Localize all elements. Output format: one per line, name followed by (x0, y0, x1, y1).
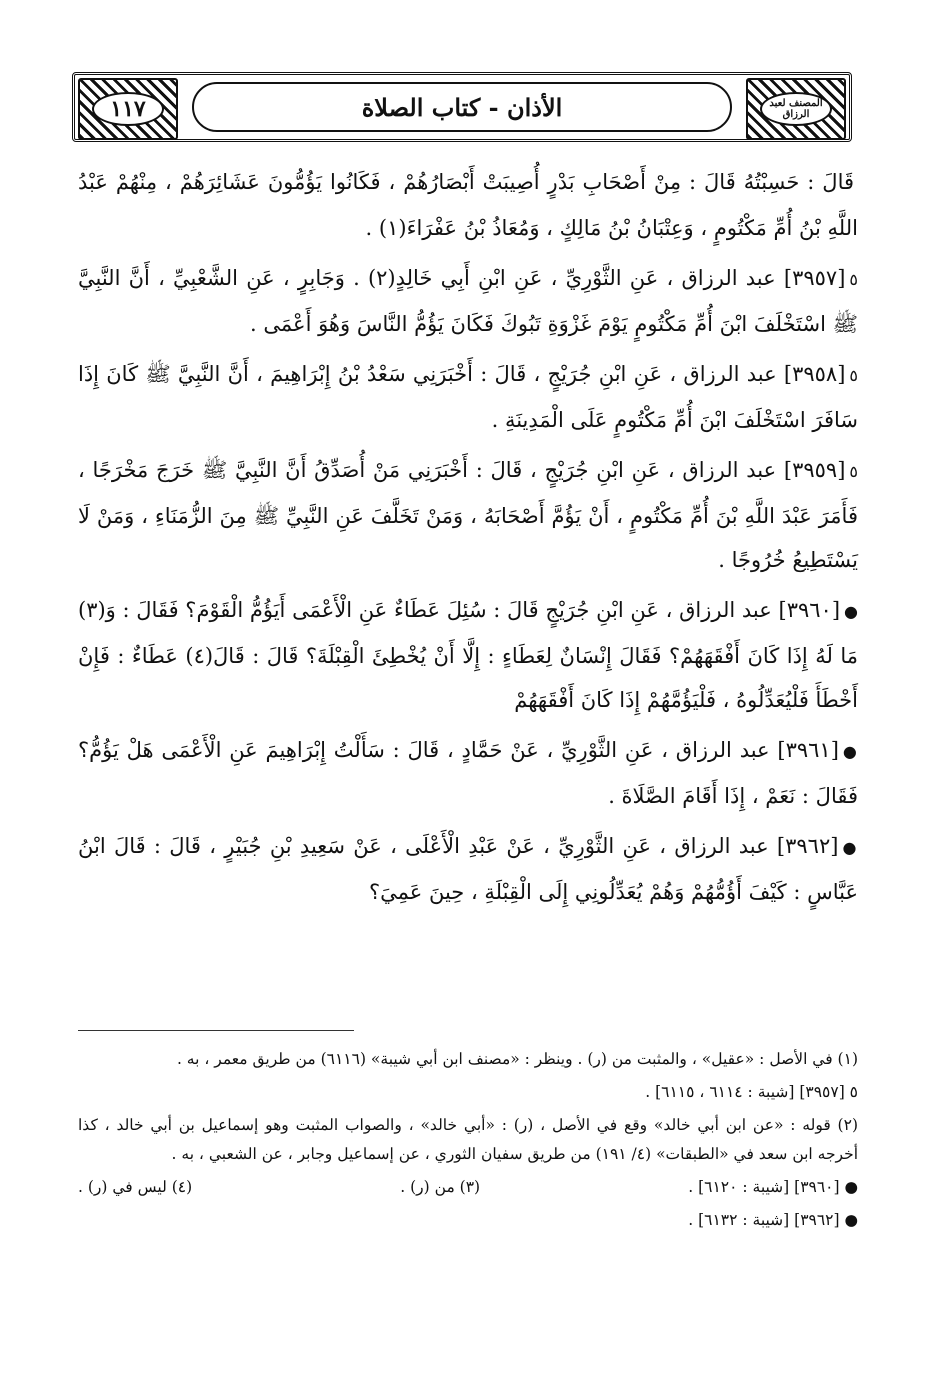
paragraph-text: [٣٩٦٠] عبد الرزاق ، عَنِ ابْنِ جُرَيْجٍ قَالَ : سُئِلَ عَطَاءٌ عَنِ الْأَعْمَى أَيَؤُمُّ الْقَوْمَ؟ فَقَالَ : وَ(٣) مَا لَهُ إِذَا كَانَ أَفْقَهَهُمْ؟ فَقَالَ إِنْسَانٌ لِعَطَاءٍ : إِلَّا أَنْ يُخْطِئَ الْقِبْلَةَ؟ قَالَ : قَالَ(٤) عَطَاءٌ : فَإِنْ أَخْطَأَ فَلْيُعَدِّلُوهُ ، فَلْيَؤُمَّهُمْ إِذَا كَانَ أَفْقَهَهُمْ (78, 598, 859, 712)
paragraph (78, 824, 858, 914)
source-ref-3957: ٥ [٣٩٥٧] [شيبة : ٦١١٤ ، ٦١١٥] . (645, 1083, 858, 1101)
page-number-ornament (78, 78, 178, 140)
page-header (72, 72, 852, 142)
footnote-row (78, 1173, 858, 1202)
footnote-1: (١) في الأصل : «عقيل» ، والمثبت من (ر) . وينظر : «مصنف ابن أبي شيبة» (٦١١٦) من طريق معمر ، به . (176, 1050, 858, 1068)
hadith-marker: ٥ (849, 462, 858, 481)
paragraph (78, 160, 858, 250)
hadith-marker: ● (844, 602, 858, 621)
emblem-text: المصنف لعبد الرزاق (760, 92, 832, 126)
hadith-marker: ٥ (849, 366, 858, 385)
paragraph (78, 448, 858, 582)
page-number: ١١٧ (92, 92, 164, 126)
hadith-marker: ● (842, 742, 858, 761)
source-ref-3960: ● [٣٩٦٠] [شيبة : ٦١٢٠] . (688, 1178, 858, 1196)
footnote-divider (78, 1030, 354, 1031)
footnote-2: (٢) قوله : «عن ابن أبي خالد» وقع في الأصل ، (ر) : «أبي خالد» ، والصواب المثبت وهو إسماعيل بن أبي خالد ، كذا أخرجه ابن سعد في «الطبقات» (٤/ ١٩١) من طريق سفيان الثوري ، عن إسماعيل وجابر ، عن الشعبي ، به . (78, 1116, 858, 1163)
paragraph-text: [٣٩٦٢] عبد الرزاق ، عَنِ الثَّوْرِيِّ ، عَنْ عَبْدِ الْأَعْلَى ، عَنْ سَعِيدِ بْنِ جُبَيْرٍ ، قَالَ : قَالَ ابْنُ عَبَّاسٍ : كَيْفَ أَؤُمُّهُمْ وَهُمْ يُعَدِّلُونِي إِلَى الْقِبْلَةِ ، حِينَ عَمِيَ؟ (78, 834, 858, 904)
hadith-marker: ٥ (849, 270, 858, 289)
paragraph (78, 728, 858, 818)
footnote-3: (٣) من (ر) . (400, 1178, 481, 1196)
source-ref-3962: ● [٣٩٦٢] [شيبة : ٦١٣٢] . (688, 1211, 858, 1229)
paragraph-text: قَالَ : حَسِبْتُهُ قَالَ : مِنْ أَصْحَابِ بَدْرٍ أُصِيبَتْ أَبْصَارُهُمْ ، فَكَانُوا يَؤُمُّونَ عَشَائِرَهُمْ ، مِنْهُمْ عَبْدُ اللَّهِ بْنُ أُمِّ مَكْتُومٍ ، وَعِتْبَانُ بْنُ مَالِكٍ ، وَمُعَاذُ بْنُ عَفْرَاءَ(١) . (78, 170, 858, 240)
running-title: الأذان - كتاب الصلاة (192, 82, 732, 132)
footnote-4: (٤) ليس في (ر) . (78, 1178, 193, 1196)
paragraph-text: [٣٩٦١] عبد الرزاق ، عَنِ الثَّوْرِيِّ ، عَنْ حَمَّادٍ ، قَالَ : سَأَلْتُ إِبْرَاهِيمَ عَنِ الْأَعْمَى هَلْ يَؤُمُّ؟ فَقَالَ : نَعَمْ ، إِذَا أَقَامَ الصَّلَاةَ . (78, 738, 858, 808)
main-text (78, 160, 858, 920)
paragraph-text: [٣٩٥٨] عبد الرزاق ، عَنِ ابْنِ جُرَيْجٍ ، قَالَ : أَخْبَرَنِي سَعْدُ بْنُ إِبْرَاهِيمَ ، أَنَّ النَّبِيَّ ﷺ كَانَ إِذَا سَافَرَ اسْتَخْلَفَ ابْنَ أُمِّ مَكْتُومٍ عَلَى الْمَدِينَةِ . (78, 362, 858, 432)
paragraph (78, 588, 858, 722)
book-emblem (746, 78, 846, 140)
paragraph (78, 352, 858, 442)
footnotes (78, 1045, 858, 1239)
paragraph-text: [٣٩٥٩] عبد الرزاق ، عَنِ ابْنِ جُرَيْجٍ ، قَالَ : أَخْبَرَنِي مَنْ أُصَدِّقُ أَنَّ النَّبِيَّ ﷺ خَرَجَ مَخْرَجًا ، فَأَمَرَ عَبْدَ اللَّهِ بْنَ أُمِّ مَكْتُومٍ ، أَنْ يَؤُمَّ أَصْحَابَهُ ، وَمَنْ تَخَلَّفَ عَنِ النَّبِيِّ ﷺ مِنَ الزُّمَنَاءِ ، وَمَنْ لَا يَسْتَطِيعُ خُرُوجًا . (78, 458, 858, 572)
paragraph (78, 256, 858, 346)
paragraph-text: [٣٩٥٧] عبد الرزاق ، عَنِ الثَّوْرِيِّ ، عَنِ ابْنِ أَبِي خَالِدٍ(٢) . وَجَابِرٍ ، عَنِ الشَّعْبِيِّ ، أَنَّ النَّبِيَّ ﷺ اسْتَخْلَفَ ابْنَ أُمِّ مَكْتُومٍ يَوْمَ غَزْوَةِ تَبُوكَ فَكَانَ يَؤُمُّ النَّاسَ وَهُوَ أَعْمَى . (78, 266, 858, 336)
hadith-marker: ● (842, 838, 859, 857)
